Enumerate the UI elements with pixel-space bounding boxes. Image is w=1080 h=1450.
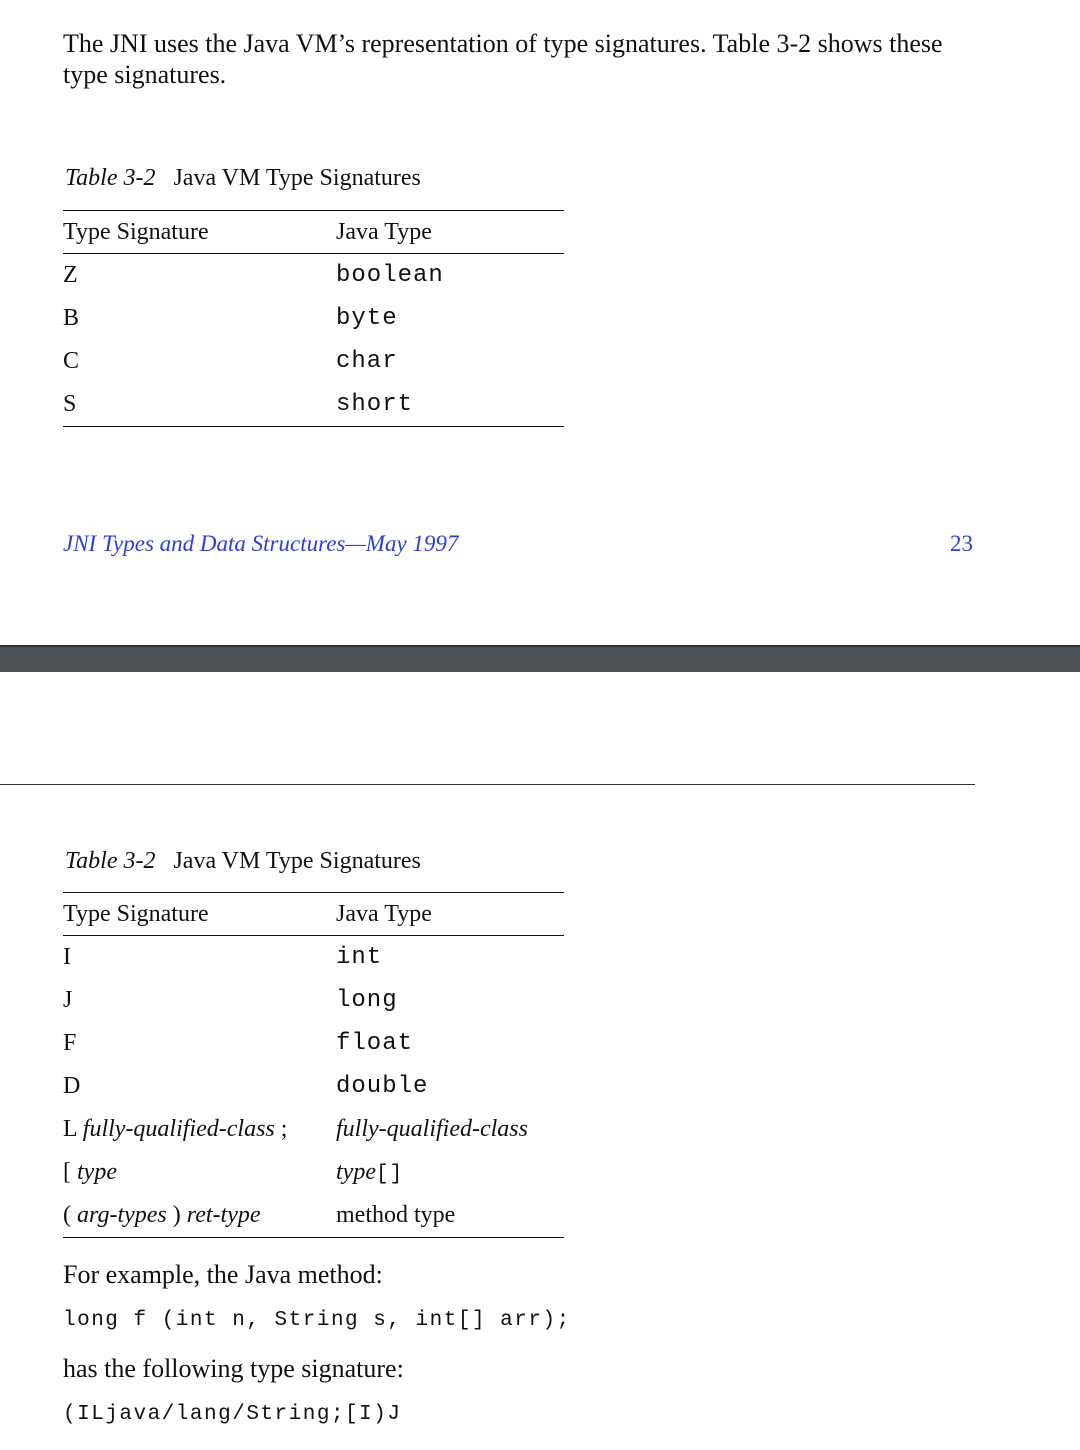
table-row: [63, 936, 564, 980]
signature-cell: S: [63, 383, 336, 427]
java-type-cell: [336, 1108, 564, 1151]
page-24: [0, 672, 1080, 1450]
table-row: [63, 254, 564, 298]
header-rule: [0, 784, 975, 785]
table-row: [63, 1108, 564, 1151]
signature-suffix: ): [166, 1202, 187, 1228]
signature-placeholder: fully-qualified-class: [82, 1116, 275, 1142]
java-type-cell: byte: [336, 305, 398, 332]
column-header-java-type: Java Type: [336, 211, 564, 254]
table-row: [63, 1065, 564, 1108]
java-type-placeholder: type: [336, 1159, 376, 1185]
table-caption-label: Table 3-2: [65, 165, 156, 191]
table-header-row: [63, 893, 564, 936]
column-header-type-signature: Type Signature: [63, 893, 336, 936]
signature-cell: [63, 1108, 336, 1151]
signature-prefix: (: [63, 1202, 77, 1228]
java-type-cell: [336, 1151, 564, 1194]
java-type-cell: short: [336, 383, 564, 427]
java-type-placeholder: fully-qualified-class: [336, 1116, 528, 1142]
signature-placeholder: arg-types: [77, 1202, 167, 1228]
java-type-cell: float: [336, 1030, 414, 1057]
signature-cell: C: [63, 348, 80, 374]
signature-intro: has the following type signature:: [63, 1354, 404, 1383]
java-type-cell: double: [336, 1073, 429, 1100]
signature-prefix: L: [63, 1116, 83, 1142]
table-row: [63, 383, 564, 427]
signature-cell: F: [63, 1030, 77, 1056]
signature-suffix: ;: [274, 1116, 288, 1142]
page-23: [0, 0, 1080, 645]
signature-cell: B: [63, 305, 80, 331]
signature-cell: D: [63, 1073, 81, 1099]
java-type-cell: boolean: [336, 262, 444, 289]
signature-prefix: [: [63, 1159, 77, 1185]
java-type-cell: char: [336, 348, 398, 375]
java-type-cell: long: [336, 987, 398, 1014]
page-separator: [0, 645, 1080, 672]
signature-return-placeholder: ret-type: [186, 1202, 261, 1228]
column-header-java-type: Java Type: [336, 893, 564, 936]
type-signature-table: [63, 892, 564, 1238]
java-type-cell: method type: [336, 1194, 564, 1238]
footer-page-number: 23: [950, 531, 973, 556]
table-row: [63, 1194, 564, 1238]
table-caption-label: Table 3-2: [65, 848, 156, 874]
signature-cell: J: [63, 987, 73, 1013]
footer-title-link[interactable]: JNI Types and Data Structures—May 1997: [63, 531, 459, 556]
table-caption: [65, 848, 421, 875]
signature-placeholder: type: [77, 1159, 117, 1185]
table-row: [63, 1022, 564, 1065]
signature-code: (ILjava/lang/String;[I)J: [63, 1403, 402, 1426]
column-header-type-signature: Type Signature: [63, 211, 336, 254]
signature-cell: [63, 1194, 336, 1238]
java-type-cell: int: [336, 944, 383, 971]
signature-cell: Z: [63, 262, 78, 288]
table-caption-title: Java VM Type Signatures: [173, 165, 421, 191]
table-row: [63, 1151, 564, 1194]
signature-cell: [63, 1151, 336, 1194]
array-brackets: []: [375, 1163, 404, 1186]
example-intro: For example, the Java method:: [63, 1260, 383, 1289]
table-row: [63, 979, 564, 1022]
intro-paragraph: The JNI uses the Java VM’s representation of type signatures. Table 3-2 shows these type signatures.: [63, 29, 943, 89]
example-code: long f (int n, String s, int[] arr);: [63, 1309, 571, 1332]
table-caption-title: Java VM Type Signatures: [173, 848, 421, 874]
type-signature-table: [63, 210, 564, 427]
table-header-row: [63, 211, 564, 254]
table-row: [63, 340, 564, 383]
table-caption: [65, 165, 421, 192]
table-row: [63, 297, 564, 340]
signature-cell: I: [63, 944, 71, 970]
